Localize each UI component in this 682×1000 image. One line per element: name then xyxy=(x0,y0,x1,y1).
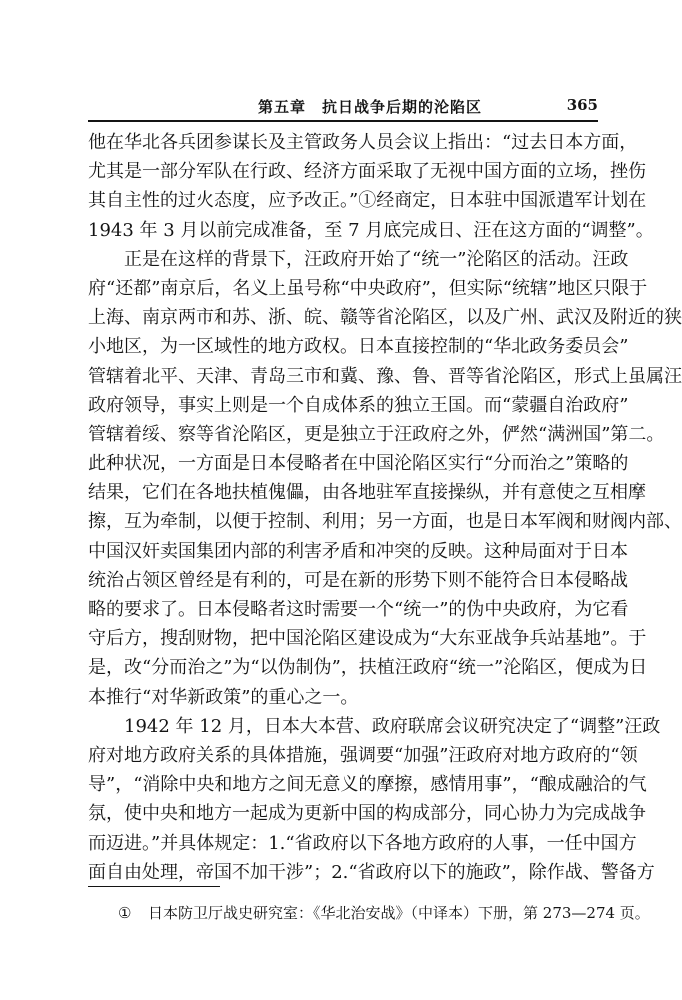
text-line: 略的要求了。日本侵略者这时需要一个“统一”的伪中央政府，为它看 xyxy=(88,599,629,620)
text-line: 1943 年 3 月以前完成准备，至 7 月底完成日、汪在这方面的“调整”。 xyxy=(88,219,654,241)
text-line: 擦，互为牵制，以便于控制、利用；另一方面，也是日本军阀和财阀内部、 xyxy=(88,511,682,533)
footnote-marker: ① xyxy=(118,904,132,922)
text-line: 而迈进。”并具体规定：1.“省政府以下各地方政府的人事，一任中国方 xyxy=(88,832,637,854)
text-line: 上海、南京两市和苏、浙、皖、赣等省沦陷区，以及广州、武汉及附近的狭 xyxy=(88,307,682,329)
text-line: 管辖着绥、察等省沦陷区，更是独立于汪政府之外，俨然“满洲国”第二。 xyxy=(88,423,665,445)
text-line: 他在华北各兵团参谋长及主管政务人员会议上指出：“过去日本方面， xyxy=(88,132,638,153)
chapter-title: 第五章 抗日战争后期的沦陷区 xyxy=(258,98,483,116)
text-line: 府对地方政府关系的具体措施，强调要“加强”汪政府对地方政府的“领 xyxy=(88,744,638,766)
text-line: 府“还都”南京后，名义上虽号称“中央政府”，但实际“统辖”地区只限于 xyxy=(88,277,648,299)
paragraph-first-line: 正是在这样的背景下，汪政府开始了“统一”沦陷区的活动。汪政 xyxy=(124,248,629,270)
text-line: 小地区，为一区域性的地方政权。日本直接控制的“华北政务委员会” xyxy=(88,336,629,358)
text-line: 统治占领区曾经是有利的，可是在新的形势下则不能符合日本侵略战 xyxy=(88,569,628,591)
header-divider xyxy=(88,120,598,122)
text-line: 面自由处理，帝国不加干涉”；2.“省政府以下的施政”，除作战、警备方 xyxy=(88,861,655,883)
text-line: 政府领导，事实上则是一个自成体系的独立王国。而“蒙疆自治政府” xyxy=(88,394,629,416)
text-line: 尤其是一部分军队在行政、经济方面采取了无视中国方面的立场，挫伤 xyxy=(88,161,646,183)
body-text xyxy=(88,128,682,887)
footnote xyxy=(118,902,650,923)
text-line: 此种状况，一方面是日本侵略者在中国沦陷区实行“分而治之”策略的 xyxy=(88,453,629,475)
page-number: 365 xyxy=(566,96,598,114)
text-line: 守后方，搜刮财物，把中国沦陷区建设成为“大东亚战争兵站基地”。于 xyxy=(88,628,647,650)
text-line: 结果，它们在各地扶植傀儡，由各地驻军直接操纵，并有意使之互相摩 xyxy=(88,482,646,504)
text-line: 氛，使中央和地方一起成为更新中国的构成部分，同心协力为完成战争 xyxy=(88,803,646,825)
text-line: 本推行“对华新政策”的重心之一。 xyxy=(88,686,359,708)
footnote-divider xyxy=(88,886,220,887)
running-header xyxy=(88,96,598,120)
text-line: 管辖着北平、天津、青岛三市和冀、豫、鲁、晋等省沦陷区，形式上虽属汪 xyxy=(88,365,682,387)
text-line: 是，改“分而治之”为“以伪制伪”，扶植汪政府“统一”沦陷区，便成为日 xyxy=(88,657,648,679)
footnote-text: 日本防卫厅战史研究室：《华北治安战》（中译本）下册，第 273—274 页。 xyxy=(148,904,650,922)
text-line: 导”，“消除中央和地方之间无意义的摩擦，感情用事”，“酿成融洽的气 xyxy=(88,774,647,796)
text-line: 其自主性的过火态度，应予改正。”①经商定，日本驻中国派遣军计划在 xyxy=(88,190,647,212)
paragraph-first-line: 1942 年 12 月，日本大本营、政府联席会议研究决定了“调整”汪政 xyxy=(124,715,661,737)
text-line: 中国汉奸卖国集团内部的利害矛盾和冲突的反映。这种局面对于日本 xyxy=(88,540,628,562)
